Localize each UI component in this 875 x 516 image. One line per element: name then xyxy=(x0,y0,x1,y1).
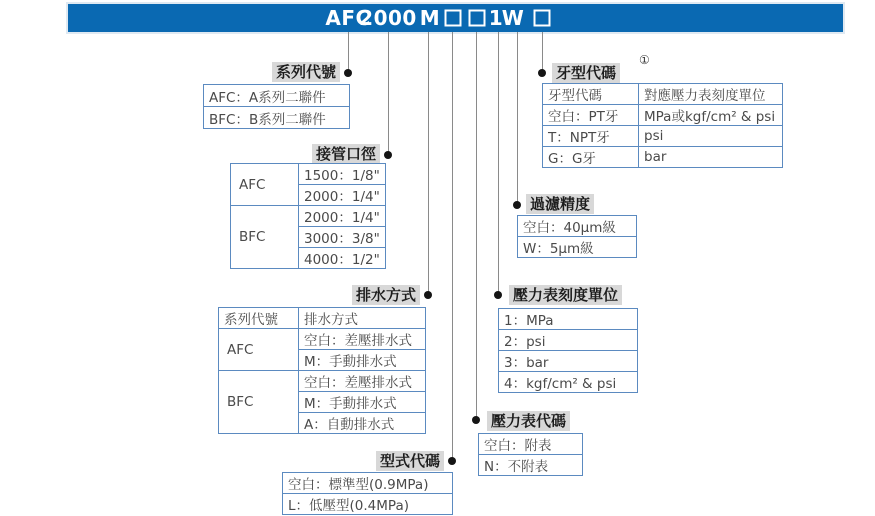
drain-method-table xyxy=(218,307,426,434)
table-cell: L：低壓型(0.4MPa) xyxy=(283,494,453,515)
connector-line xyxy=(517,32,518,205)
table-cell: 1：MPa xyxy=(499,309,638,330)
series-group-cell: AFC xyxy=(219,329,299,371)
series-group-cell: AFC xyxy=(231,164,299,206)
table-cell: bar xyxy=(639,147,783,168)
table-cell: 4000：1/2" xyxy=(299,248,386,269)
gauge-unit-table xyxy=(498,308,638,393)
table-cell: 空白：40μm級 xyxy=(518,216,637,237)
series-code-label: 系列代號 xyxy=(272,62,340,82)
table-row xyxy=(479,455,583,476)
table-cell: N：不附表 xyxy=(479,455,583,476)
table-cell: 2：psi xyxy=(499,330,638,351)
code-segment-size: 2000 xyxy=(359,6,417,30)
table-cell: 2000：1/4" xyxy=(299,185,386,206)
filtration-table xyxy=(517,215,637,258)
placeholder-box-icon xyxy=(534,10,551,27)
table-cell: W：5μm級 xyxy=(518,237,637,258)
column-header-cell: 對應壓力表刻度單位 xyxy=(639,84,783,105)
table-row xyxy=(231,206,386,227)
connector-bullet xyxy=(424,291,432,299)
port-size-label: 接管口徑 xyxy=(312,144,380,164)
table-row xyxy=(499,309,638,330)
connector-line xyxy=(498,32,499,295)
connector-line xyxy=(388,32,389,155)
connector-bullet xyxy=(344,69,352,77)
type-code-label: 型式代碼 xyxy=(376,451,444,471)
placeholder-box-icon xyxy=(445,10,462,27)
table-cell: 空白：差壓排水式 xyxy=(299,371,426,392)
table-cell: 空白：差壓排水式 xyxy=(299,329,426,350)
table-cell: AFC：A系列二聯件 xyxy=(204,85,350,107)
table-row xyxy=(219,308,426,329)
table-cell: psi xyxy=(639,126,783,147)
table-cell: BFC：B系列二聯件 xyxy=(204,107,350,129)
table-row xyxy=(543,84,783,105)
thread-code-label: 牙型代碼 xyxy=(552,63,620,83)
table-row xyxy=(204,107,350,129)
model-code-bar xyxy=(68,4,843,32)
connector-line xyxy=(452,32,453,461)
series-group-cell: BFC xyxy=(231,206,299,269)
code-segment-series: AFC xyxy=(325,6,371,30)
drain-method-label: 排水方式 xyxy=(352,285,420,305)
table-row xyxy=(518,216,637,237)
connector-bullet xyxy=(384,151,392,159)
table-row xyxy=(283,473,453,494)
table-row xyxy=(499,330,638,351)
connector-line xyxy=(348,32,349,73)
table-row xyxy=(219,371,426,392)
table-row xyxy=(518,237,637,258)
gauge-code-table xyxy=(478,433,583,476)
connector-line xyxy=(542,32,543,73)
connector-bullet xyxy=(513,201,521,209)
table-cell: A：自動排水式 xyxy=(299,413,426,434)
column-header-cell: 排水方式 xyxy=(299,308,426,329)
table-cell: G：G牙 xyxy=(543,147,639,168)
thread-code-table xyxy=(542,83,783,168)
table-cell: T：NPT牙 xyxy=(543,126,639,147)
port-size-table xyxy=(230,163,386,269)
table-cell: 3：bar xyxy=(499,351,638,372)
table-cell: 2000：1/4" xyxy=(299,206,386,227)
type-code-table xyxy=(282,472,453,515)
table-cell: M：手動排水式 xyxy=(299,392,426,413)
connector-line xyxy=(476,32,477,420)
table-row xyxy=(543,105,783,126)
footnote-mark: ① xyxy=(639,53,650,67)
table-row xyxy=(479,434,583,455)
gauge-code-label: 壓力表代碼 xyxy=(487,411,570,431)
code-segment-filtration: W xyxy=(501,6,525,30)
filtration-label: 過濾精度 xyxy=(526,194,594,214)
code-segment-drain: M xyxy=(419,6,441,30)
connector-bullet xyxy=(494,291,502,299)
table-row xyxy=(283,494,453,515)
table-row xyxy=(219,329,426,350)
table-row xyxy=(543,147,783,168)
code-segment-gauge-unit: 1 xyxy=(488,6,504,30)
table-row xyxy=(499,372,638,393)
table-cell: M：手動排水式 xyxy=(299,350,426,371)
table-row xyxy=(499,351,638,372)
table-row xyxy=(231,164,386,185)
table-cell: 4：kgf/cm² & psi xyxy=(499,372,638,393)
table-cell: 1500：1/8" xyxy=(299,164,386,185)
connector-bullet xyxy=(538,69,546,77)
table-cell: 空白：標準型(0.9MPa) xyxy=(283,473,453,494)
connector-line xyxy=(428,32,429,295)
table-cell: MPa或kgf/cm² & psi xyxy=(639,105,783,126)
column-header-cell: 系列代號 xyxy=(219,308,299,329)
connector-bullet xyxy=(448,457,456,465)
table-row xyxy=(543,126,783,147)
connector-bullet xyxy=(472,416,480,424)
series-group-cell: BFC xyxy=(219,371,299,434)
column-header-cell: 牙型代碼 xyxy=(543,84,639,105)
table-row xyxy=(204,85,350,107)
table-cell: 空白：附表 xyxy=(479,434,583,455)
series-code-table xyxy=(203,84,350,129)
placeholder-box-icon xyxy=(469,10,486,27)
gauge-unit-label: 壓力表刻度單位 xyxy=(509,285,622,305)
table-cell: 空白：PT牙 xyxy=(543,105,639,126)
table-cell: 3000：3/8" xyxy=(299,227,386,248)
